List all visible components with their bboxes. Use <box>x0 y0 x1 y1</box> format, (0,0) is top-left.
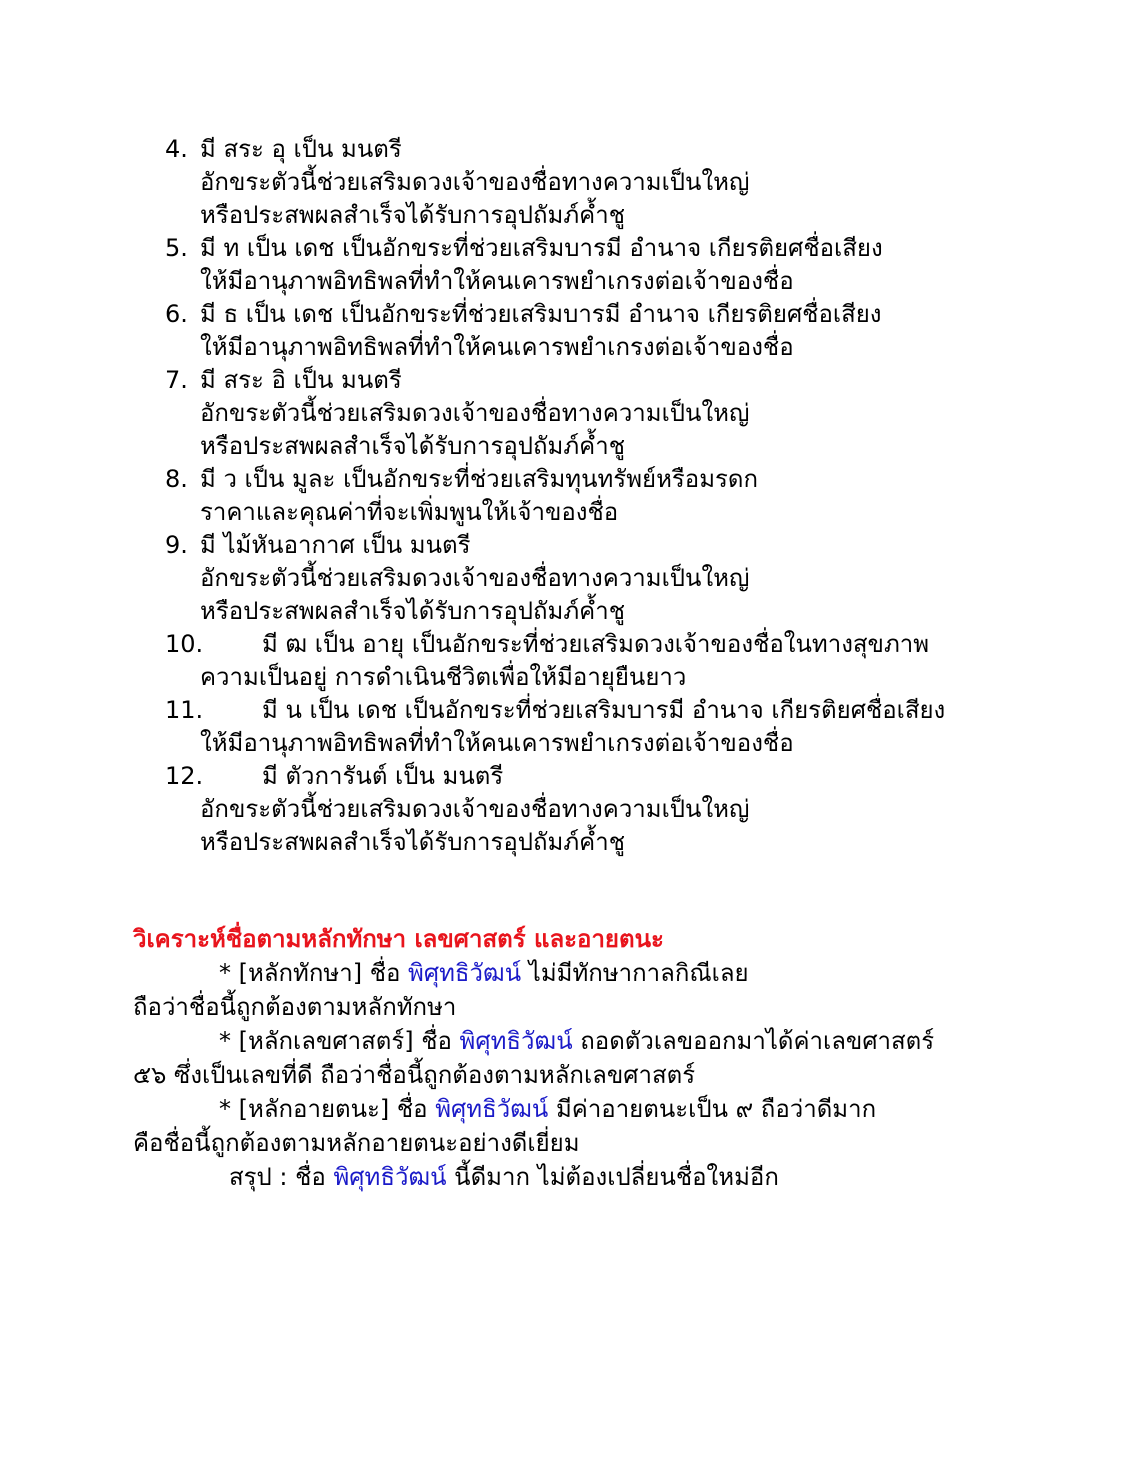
list-item <box>165 298 1065 364</box>
item-number: 6. <box>165 300 188 328</box>
item-line: มี น เป็น เดช เป็นอักขระที่ช่วยเสริมบารมี อำนาจ เกียรติยศชื่อเสียง <box>262 696 946 724</box>
analyzed-name: พิศุทธิวัฒน์ <box>435 1095 549 1123</box>
analyzed-name: พิศุทธิวัฒน์ <box>333 1163 447 1191</box>
thaksa-line-2: ถือว่าชื่อนี้ถูกต้องตามหลักทักษา <box>133 993 457 1021</box>
item-line: อักขระตัวนี้ช่วยเสริมดวงเจ้าของชื่อทางความเป็นใหญ่ <box>200 399 750 427</box>
numerology-line-2: ๕๖ ซึ่งเป็นเลขที่ดี ถือว่าชื่อนี้ถูกต้องตามหลักเลขศาสตร์ <box>133 1061 696 1089</box>
name-analysis-section <box>133 922 1033 1194</box>
analysis-heading: วิเคราะห์ชื่อตามหลักทักษา เลขศาสตร์ และอายตนะ <box>133 925 664 953</box>
item-number: 9. <box>165 531 188 559</box>
item-number: 12. <box>165 762 204 790</box>
item-line: ราคาและคุณค่าที่จะเพิ่มพูนให้เจ้าของชื่อ <box>200 498 619 526</box>
item-line: มี ธ เป็น เดช เป็นอักขระที่ช่วยเสริมบารมี อำนาจ เกียรติยศชื่อเสียง <box>200 300 882 328</box>
item-line: มี ฒ เป็น อายุ เป็นอักขระที่ช่วยเสริมดวงเจ้าของชื่อในทางสุขภาพ <box>262 630 930 658</box>
item-line: มี สระ อิ เป็น มนตรี <box>200 366 402 394</box>
list-item <box>165 694 1065 760</box>
ayatana-line-2: คือชื่อนี้ถูกต้องตามหลักอายตนะอย่างดีเยี่ยม <box>133 1129 580 1157</box>
item-number: 5. <box>165 234 188 262</box>
list-item <box>165 133 1065 232</box>
item-line: หรือประสพผลสำเร็จได้รับการอุปถัมภ์ค้ำชู <box>200 432 625 460</box>
list-item <box>165 628 1065 694</box>
item-line: หรือประสพผลสำเร็จได้รับการอุปถัมภ์ค้ำชู <box>200 597 625 625</box>
item-line: อักขระตัวนี้ช่วยเสริมดวงเจ้าของชื่อทางความเป็นใหญ่ <box>200 168 750 196</box>
item-line: หรือประสพผลสำเร็จได้รับการอุปถัมภ์ค้ำชู <box>200 201 625 229</box>
analyzed-name: พิศุทธิวัฒน์ <box>408 959 522 987</box>
summary-suffix: นี้ดีมาก ไม่ต้องเปลี่ยนชื่อใหม่อีก <box>446 1163 779 1191</box>
thaksa-prefix: * [หลักทักษา] ชื่อ <box>219 959 409 987</box>
ayatana-prefix: * [หลักอายตนะ] ชื่อ <box>219 1095 436 1123</box>
item-number: 7. <box>165 366 188 394</box>
item-line: มี ไม้หันอากาศ เป็น มนตรี <box>200 531 471 559</box>
item-line: มี สระ อุ เป็น มนตรี <box>200 135 402 163</box>
analyzed-name: พิศุทธิวัฒน์ <box>459 1027 573 1055</box>
list-item <box>165 463 1065 529</box>
list-item <box>165 232 1065 298</box>
item-number: 10. <box>165 630 204 658</box>
item-line: อักขระตัวนี้ช่วยเสริมดวงเจ้าของชื่อทางความเป็นใหญ่ <box>200 795 750 823</box>
item-line: มี ตัวการันต์ เป็น มนตรี <box>262 762 504 790</box>
thaksa-suffix: ไม่มีทักษากาลกิณีเลย <box>521 959 749 987</box>
item-line: ให้มีอานุภาพอิทธิพลที่ทำให้คนเคารพยำเกรงต่อเจ้าของชื่อ <box>200 729 794 757</box>
numerology-line <box>133 1024 1033 1058</box>
item-line: ความเป็นอยู่ การดำเนินชีวิตเพื่อให้มีอายุยืนยาว <box>200 663 687 691</box>
list-item <box>165 760 1065 859</box>
item-line: มี ว เป็น มูละ เป็นอักขระที่ช่วยเสริมทุนทรัพย์หรือมรดก <box>200 465 759 493</box>
item-number: 11. <box>165 696 204 724</box>
item-number: 8. <box>165 465 188 493</box>
thaksa-line <box>133 956 1033 990</box>
numerology-suffix: ถอดตัวเลขออกมาได้ค่าเลขศาสตร์ <box>572 1027 935 1055</box>
numerology-prefix: * [หลักเลขศาสตร์] ชื่อ <box>219 1027 460 1055</box>
ayatana-suffix: มีค่าอายตนะเป็น ๙ ถือว่าดีมาก <box>548 1095 877 1123</box>
item-line: หรือประสพผลสำเร็จได้รับการอุปถัมภ์ค้ำชู <box>200 828 625 856</box>
item-line: ให้มีอานุภาพอิทธิพลที่ทำให้คนเคารพยำเกรงต่อเจ้าของชื่อ <box>200 267 794 295</box>
summary-line <box>133 1160 1033 1194</box>
list-item <box>165 364 1065 463</box>
item-line: ให้มีอานุภาพอิทธิพลที่ทำให้คนเคารพยำเกรงต่อเจ้าของชื่อ <box>200 333 794 361</box>
item-number: 4. <box>165 135 188 163</box>
letter-meaning-list <box>165 133 1065 859</box>
summary-prefix: สรุป : ชื่อ <box>229 1163 334 1191</box>
item-line: อักขระตัวนี้ช่วยเสริมดวงเจ้าของชื่อทางความเป็นใหญ่ <box>200 564 750 592</box>
ayatana-line <box>133 1092 1033 1126</box>
list-item <box>165 529 1065 628</box>
item-line: มี ท เป็น เดช เป็นอักขระที่ช่วยเสริมบารมี อำนาจ เกียรติยศชื่อเสียง <box>200 234 883 262</box>
